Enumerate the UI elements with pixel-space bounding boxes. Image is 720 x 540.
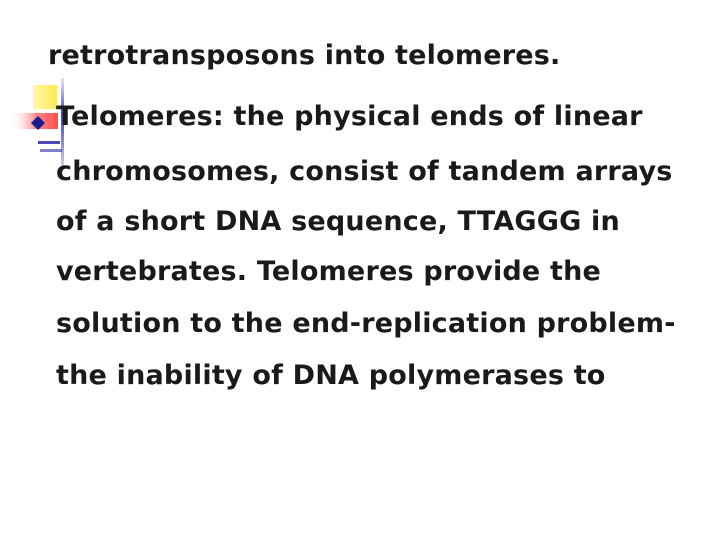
bullet-text-line: of a short DNA sequence, TTAGGG in [56, 206, 620, 237]
bullet-text-line: chromosomes, consist of tandem arrays [56, 156, 673, 187]
bullet-text-line: vertebrates. Telomeres provide the [56, 256, 602, 287]
continued-text-line: retrotransposons into telomeres. [48, 40, 561, 71]
bullet-text-line: solution to the end-replication problem- [56, 308, 676, 339]
bullet-text-line: Telomeres: the physical ends of linear [56, 101, 643, 132]
bullet-text-line: the inability of DNA polymerases to [56, 360, 606, 391]
